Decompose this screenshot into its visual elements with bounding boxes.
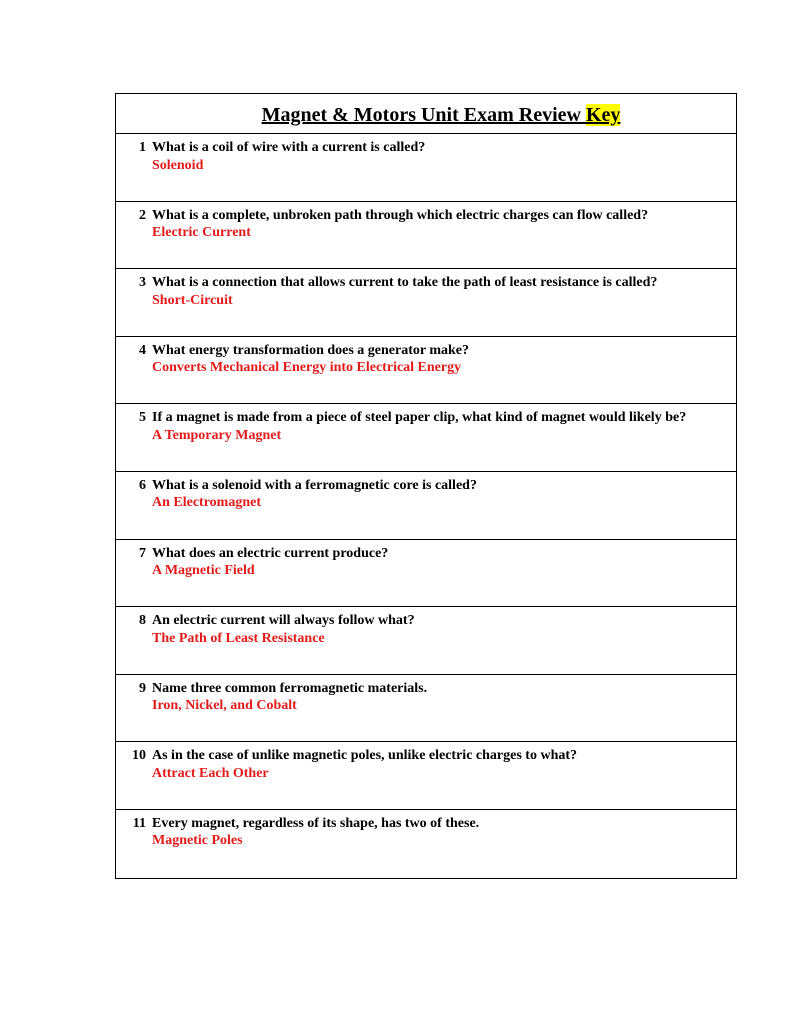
review-table [115, 93, 737, 879]
question-row [116, 607, 736, 675]
document-title [262, 104, 621, 126]
title-text: Magnet & Motors Unit Exam Review [261, 104, 586, 126]
question-row [116, 134, 736, 202]
question-row [116, 404, 736, 472]
answer-text: A Magnetic Field [152, 563, 255, 579]
question-cell [152, 815, 724, 850]
title-key-highlight: Key [585, 104, 621, 126]
question-text: What is a connection that allows current to take the path of least resistance is called? [152, 275, 658, 291]
answer-text: Converts Mechanical Energy into Electrical Energy [152, 360, 462, 376]
question-number: 1 [139, 140, 146, 155]
question-text: Every magnet, regardless of its shape, has two of these. [152, 815, 480, 831]
question-text: What is a coil of wire with a current is called? [152, 140, 426, 155]
question-number: 4 [139, 342, 146, 358]
question-cell [152, 409, 724, 444]
question-row [116, 472, 736, 540]
title-row [116, 94, 736, 134]
question-row [116, 742, 736, 810]
question-number: 8 [139, 613, 146, 629]
question-text: As in the case of unlike magnetic poles, unlike electric charges to what? [152, 748, 578, 764]
question-cell [152, 139, 724, 174]
question-cell [152, 612, 724, 647]
question-text: What energy transformation does a generator make? [152, 342, 470, 358]
question-cell [152, 477, 724, 512]
answer-text: Solenoid [152, 157, 204, 173]
question-number: 3 [139, 275, 146, 291]
question-number: 5 [139, 410, 146, 426]
question-cell [152, 680, 724, 715]
question-row [116, 675, 736, 743]
question-row [116, 540, 736, 608]
question-number: 10 [132, 748, 146, 764]
question-cell [152, 545, 724, 580]
question-cell [152, 342, 724, 377]
question-text: An electric current will always follow what? [152, 613, 415, 629]
answer-text: The Path of Least Resistance [152, 630, 325, 646]
question-text: If a magnet is made from a piece of steel paper clip, what kind of magnet would likely be? [152, 410, 687, 426]
question-text: What is a solenoid with a ferromagnetic core is called? [152, 477, 477, 493]
question-row [116, 202, 736, 270]
answer-text: Iron, Nickel, and Cobalt [152, 698, 297, 714]
question-row [116, 337, 736, 405]
question-number: 2 [139, 207, 146, 223]
question-cell [152, 207, 724, 242]
question-number: 11 [132, 815, 146, 831]
question-number: 6 [139, 477, 146, 493]
question-cell [152, 747, 724, 782]
question-cell [152, 274, 724, 309]
answer-text: Magnetic Poles [152, 833, 243, 849]
question-text: Name three common ferromagnetic materials. [152, 680, 428, 696]
answer-text: Short-Circuit [152, 292, 233, 308]
question-text: What does an electric current produce? [152, 545, 389, 561]
answer-text: Attract Each Other [152, 765, 269, 781]
question-number: 7 [139, 545, 146, 561]
question-number: 9 [139, 680, 146, 696]
answer-text: Electric Current [152, 225, 251, 241]
question-row [116, 810, 736, 878]
answer-text: An Electromagnet [152, 495, 261, 511]
question-row [116, 269, 736, 337]
answer-text: A Temporary Magnet [152, 427, 282, 443]
question-text: What is a complete, unbroken path through which electric charges can flow called? [152, 207, 649, 223]
